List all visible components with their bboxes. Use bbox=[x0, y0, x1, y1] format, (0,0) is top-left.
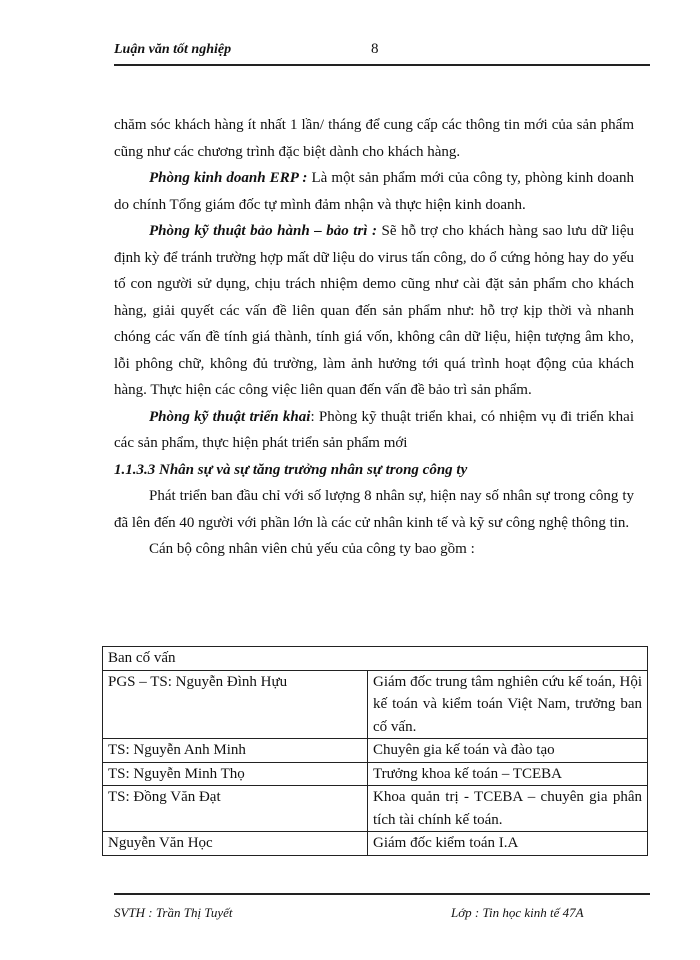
advisor-role: Giám đốc trung tâm nghiên cứu kế toán, Hội kế toán và kiểm toán Việt Nam, trưởng ban cố vấn. bbox=[368, 670, 648, 739]
advisor-role: Giám đốc kiểm toán I.A bbox=[368, 832, 648, 856]
table-row bbox=[103, 739, 648, 763]
advisor-name: PGS – TS: Nguyễn Đình Hựu bbox=[103, 670, 368, 739]
advisor-name: TS: Nguyễn Anh Minh bbox=[103, 739, 368, 763]
page-header bbox=[114, 38, 650, 66]
footer-class: Lớp : Tin học kinh tế 47A bbox=[451, 905, 584, 920]
paragraph-erp bbox=[114, 165, 634, 218]
paragraph-customer-care: chăm sóc khách hàng ít nhất 1 lần/ tháng để cung cấp các thông tin mới của sản phẩm cũng như các chương trình đặc biệt dành cho khách hàng. bbox=[114, 117, 634, 160]
table-heading: Ban cố vấn bbox=[103, 647, 648, 671]
table-row bbox=[103, 832, 648, 856]
paragraph-maintenance bbox=[114, 218, 634, 404]
advisor-name: Nguyễn Văn Học bbox=[103, 832, 368, 856]
erp-title: Phòng kinh doanh ERP : bbox=[149, 170, 308, 186]
deployment-text: : Phòng kỹ thuật triển khai, có nhiệm vụ đi triển khai các sản phẩm, thực hiện phát triển sản phẩm mới bbox=[114, 408, 634, 451]
document-body bbox=[114, 112, 634, 563]
table-row bbox=[103, 670, 648, 739]
erp-text: Là một sản phẩm mới của công ty, phòng kinh doanh do chính Tổng giám đốc tự mình đảm nhận và thực hiện kinh doanh. bbox=[114, 170, 635, 213]
advisor-role: Khoa quản trị - TCEBA – chuyên gia phân tích tài chính kế toán. bbox=[368, 786, 648, 832]
advisor-name: TS: Đồng Văn Đạt bbox=[103, 786, 368, 832]
page-footer bbox=[114, 893, 650, 920]
maintenance-text: Sẽ hỗ trợ cho khách hàng sao lưu dữ liệu định kỳ để tránh trường hợp mất dữ liệu do virus tấn công, do ổ cứng hỏng hay do yếu tố con người sử dụng, chịu trách nhiệm demo cũng như cài đặt sản phẩm cho khách hàng, giải quyết các vấn đề liên quan đến sản phẩm như: hỗ trợ kịp thời và nhanh chóng các vấn đề tính giá thành, tính giá vốn, không cân dữ liệu, hiện tượng âm kho, lỗi phông chữ, không đủ trường, làm ảnh hưởng tới quá trình hoạt động của khách hàng. Thực hiện các công việc liên quan đến vấn đề bảo trì sản phẩm. bbox=[114, 223, 635, 398]
paragraph-deployment bbox=[114, 404, 634, 457]
paragraph-staff-intro: Cán bộ công nhân viên chủ yếu của công ty bao gồm : bbox=[149, 541, 475, 557]
advisor-role: Trưởng khoa kế toán – TCEBA bbox=[368, 762, 648, 786]
advisors-table-wrap bbox=[102, 646, 648, 856]
page-number: 8 bbox=[371, 41, 379, 57]
footer-student: SVTH : Trần Thị Tuyết bbox=[114, 905, 233, 920]
maintenance-title: Phòng kỹ thuật bảo hành – bảo trì : bbox=[149, 223, 378, 239]
header-title: Luận văn tốt nghiệp bbox=[114, 42, 232, 57]
table-heading-row bbox=[103, 647, 648, 671]
advisor-name: TS: Nguyễn Minh Thọ bbox=[103, 762, 368, 786]
deployment-title: Phòng kỹ thuật triển khai bbox=[149, 408, 311, 425]
advisor-role: Chuyên gia kế toán và đào tạo bbox=[368, 739, 648, 763]
section-heading: 1.1.3.3 Nhân sự và sự tăng trưởng nhân sự trong công ty bbox=[114, 461, 468, 478]
table-row bbox=[103, 786, 648, 832]
paragraph-staff-growth: Phát triển ban đầu chỉ với số lượng 8 nhân sự, hiện nay số nhân sự trong công ty đã lên đến 40 người với phần lớn là các cử nhân kinh tế và kỹ sư công nghệ thông tin. bbox=[114, 488, 634, 531]
table-row bbox=[103, 762, 648, 786]
advisors-table bbox=[102, 646, 648, 856]
